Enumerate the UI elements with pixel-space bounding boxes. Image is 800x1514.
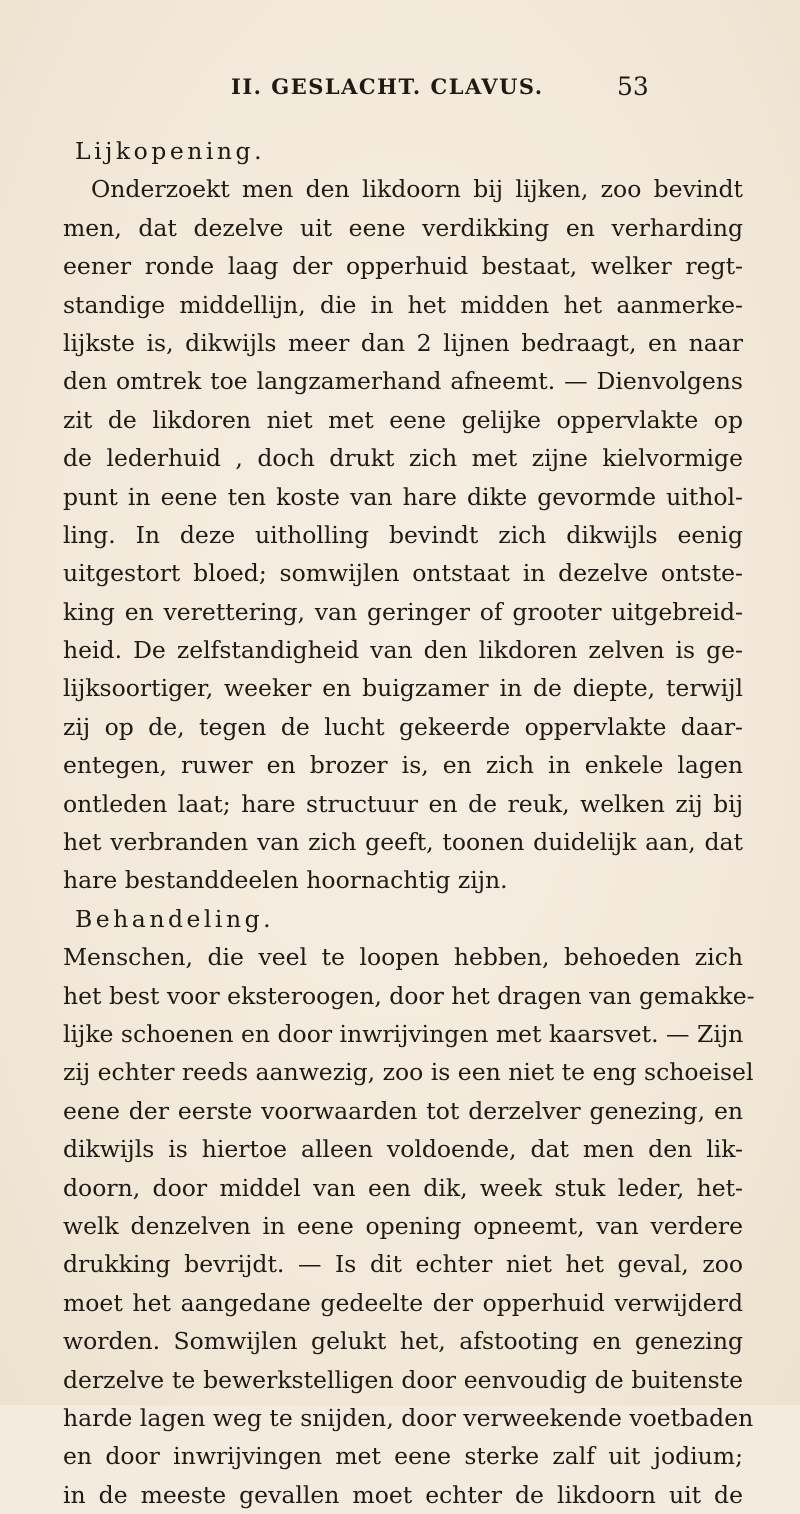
page-number: 53 <box>617 72 649 101</box>
paragraph-line: worden. Somwijlen gelukt het, afstooting en genezing <box>63 1327 743 1356</box>
paragraph-line: eene der eerste voorwaarden tot derzelver genezing, en <box>63 1096 743 1125</box>
page-header <box>0 74 800 114</box>
paragraph-line: en door inwrijvingen met eene sterke zalf uit jodium; <box>63 1442 743 1471</box>
paragraph-line: zit de likdoren niet met eene gelijke oppervlakte op <box>63 405 743 434</box>
paragraph-line: Menschen, die veel te loopen hebben, behoeden zich <box>63 943 743 972</box>
paragraph-line: welk denzelven in eene opening opneemt, van verdere <box>63 1211 743 1240</box>
section-heading-behandeling: Behandeling. <box>75 904 275 933</box>
body-text <box>63 132 755 1514</box>
paragraph-line: ontleden laat; hare structuur en de reuk, welken zij bij <box>63 789 743 818</box>
paragraph-line: heid. De zelfstandigheid van den likdoren zelven is ge- <box>63 636 743 665</box>
section-heading-lijkopening: Lijkopening. <box>75 137 266 165</box>
paragraph-line: uitgestort bloed; somwijlen ontstaat in dezelve ontste- <box>63 559 743 588</box>
paragraph-line: het best voor eksteroogen, door het dragen van gemakke- <box>63 981 755 1010</box>
paragraph-line: dikwijls is hiertoe alleen voldoende, dat men den lik- <box>63 1135 743 1164</box>
paragraph-line: zij op de, tegen de lucht gekeerde oppervlakte daar- <box>63 712 743 741</box>
paragraph-line: punt in eene ten koste van hare dikte gevormde uithol- <box>63 482 743 511</box>
running-head: II. GESLACHT. CLAVUS. <box>231 74 544 99</box>
paragraph-line: lijksoortiger, weeker en buigzamer in de diepte, terwijl <box>63 674 743 703</box>
paragraph-line: entegen, ruwer en brozer is, en zich in enkele lagen <box>63 751 743 780</box>
paragraph-line: drukking bevrijdt. — Is dit echter niet het geval, zoo <box>63 1250 743 1279</box>
paragraph-line: men, dat dezelve uit eene verdikking en verharding <box>63 213 743 242</box>
paragraph-line: de lederhuid , doch drukt zich met zijne kielvormige <box>63 444 743 473</box>
paragraph-line: in de meeste gevallen moet echter de likdoorn uit de <box>63 1480 743 1509</box>
paragraph-line: lijke schoenen en door inwrijvingen met kaarsvet. — Zijn <box>63 1019 744 1048</box>
paragraph-line: den omtrek toe langzamerhand afneemt. — Dienvolgens <box>63 367 743 396</box>
paragraph-line: standige middellijn, die in het midden het aanmerke- <box>63 290 743 319</box>
paragraph-line: ling. In deze uitholling bevindt zich dikwijls eenig <box>63 520 743 549</box>
paragraph-line: derzelve te bewerkstelligen door eenvoudig de buitenste <box>63 1365 743 1394</box>
paragraph-line: doorn, door middel van een dik, week stuk leder, het- <box>63 1173 743 1202</box>
paragraph-line: hare bestanddeelen hoornachtig zijn. <box>63 866 508 895</box>
paragraph-line: Onderzoekt men den likdoorn bij lijken, zoo bevindt <box>91 175 743 204</box>
paragraph-line: harde lagen weg te snijden, door verweekende voetbaden <box>63 1403 754 1432</box>
paragraph-line: lijkste is, dikwijls meer dan 2 lijnen bedraagt, en naar <box>63 328 743 357</box>
paragraph-line: moet het aangedane gedeelte der opperhuid verwijderd <box>63 1288 743 1317</box>
paragraph-line: eener ronde laag der opperhuid bestaat, welker regt- <box>63 252 743 281</box>
paragraph-line: het verbranden van zich geeft, toonen duidelijk aan, dat <box>63 828 743 857</box>
paragraph-line: king en verettering, van geringer of grooter uitgebreid- <box>63 597 743 626</box>
paragraph-line: zij echter reeds aanwezig, zoo is een niet te eng schoeisel <box>63 1058 754 1087</box>
